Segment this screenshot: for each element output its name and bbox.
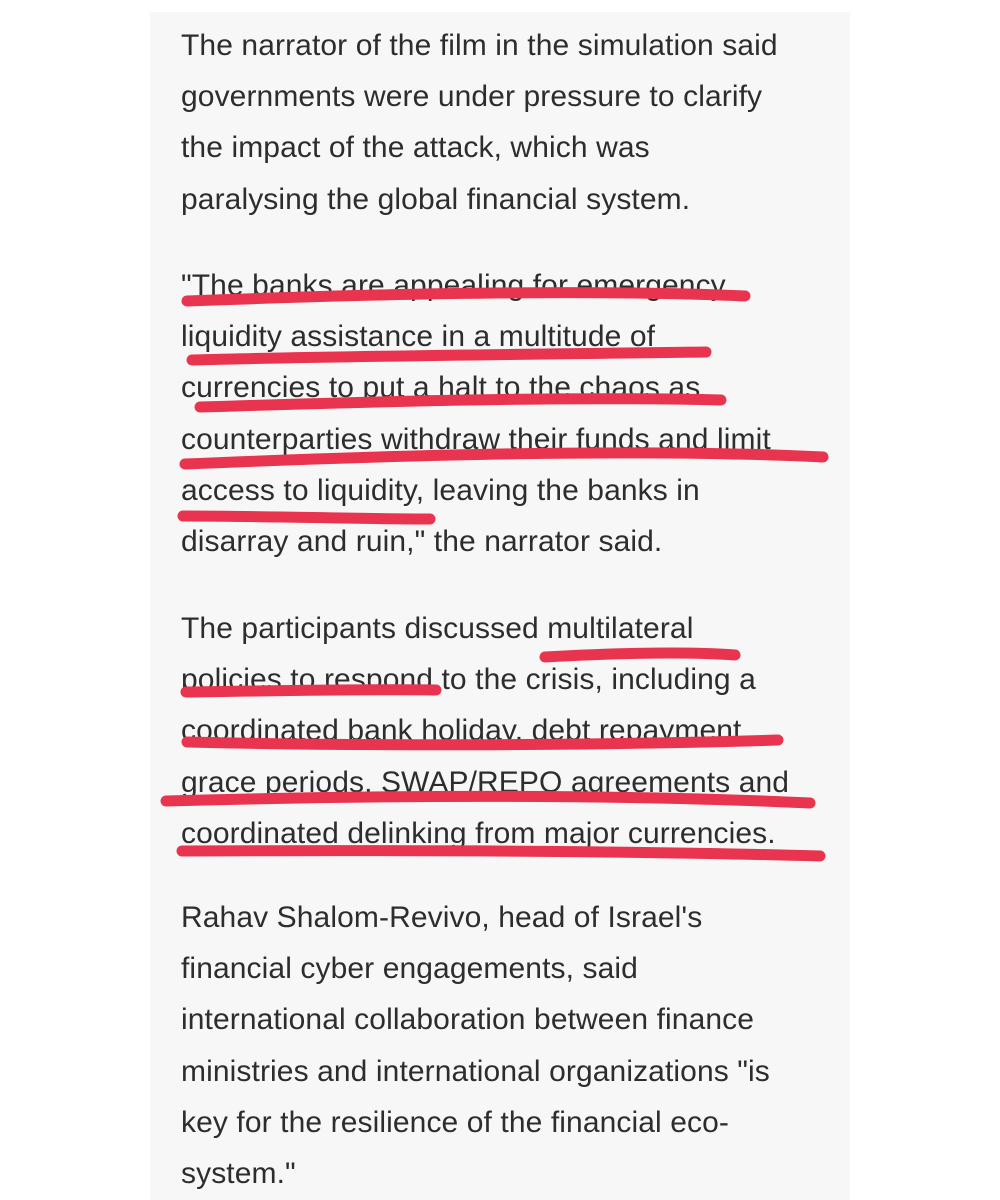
paragraph-participants [181, 603, 789, 859]
text-line: key for the resilience of the financial eco- [181, 1105, 730, 1139]
text-line: "The banks are appealing for emergency [181, 269, 726, 302]
paragraph-shalom-revivo [181, 892, 770, 1199]
text-line: counterparties withdraw their funds and limit [181, 422, 771, 456]
text-line: system." [181, 1156, 296, 1190]
text-line: paralysing the global financial system. [181, 182, 691, 216]
text-line: coordinated bank holiday, debt repayment [181, 714, 742, 748]
paragraph-narrator-intro [181, 20, 778, 225]
text-line: Rahav Shalom-Revivo, head of Israel's [181, 901, 703, 934]
text-line: The narrator of the film in the simulation said [181, 29, 778, 62]
text-line: disarray and ruin," the narrator said. [181, 524, 663, 558]
text-line: grace periods, SWAP/REPO agreements and [181, 765, 790, 799]
text-line: coordinated delinking from major currencies. [181, 816, 776, 850]
text-line: governments were under pressure to clarify [181, 80, 763, 114]
text-line: the impact of the attack, which was [181, 131, 650, 165]
text-line: The participants discussed multilateral [181, 612, 694, 645]
paragraph-narrator-quote [181, 260, 771, 567]
text-line: international collaboration between finance [181, 1003, 755, 1037]
text-line: liquidity assistance in a multitude of [181, 320, 656, 354]
text-line: currencies to put a halt to the chaos as [181, 371, 701, 405]
text-line: access to liquidity, leaving the banks in [181, 473, 700, 507]
text-line: financial cyber engagements, said [181, 952, 638, 986]
text-line: policies to respond to the crisis, including a [181, 663, 756, 697]
text-line: ministries and international organizations "is [181, 1054, 770, 1088]
